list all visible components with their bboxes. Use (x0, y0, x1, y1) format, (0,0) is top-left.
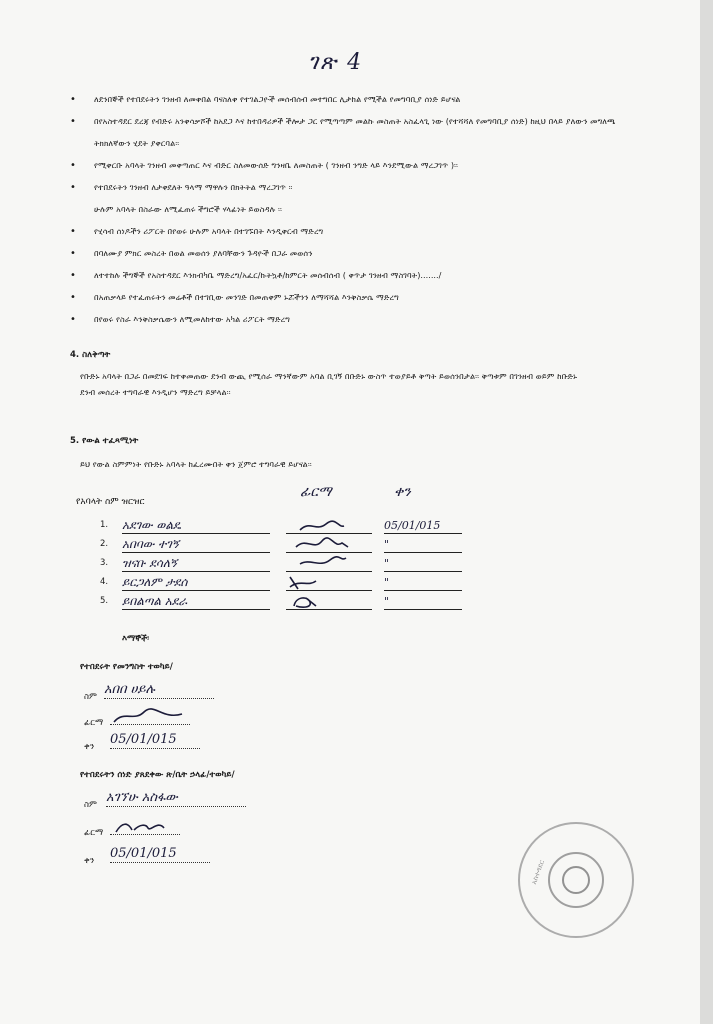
bullet-icon: • (70, 94, 76, 105)
receiver-date-label: ቀን (84, 742, 95, 752)
list-item: • ለተተከሉ ችግኞች የአስተዳደር እንክብካቤ ማድረግ/አፈር/ኩትኳቶ/ከምርት መሰብሰብ ( ቀጥታ ገንዘብ ማስገባት)......./ (70, 270, 442, 281)
member-signature (286, 518, 372, 534)
section-4-line-2: ደንብ መሰረት ተግባራዊ እንዲሆን ማድረግ ይቻላል፡፡ (80, 387, 231, 397)
list-item: • በየወሩ የስራ እንቅስቃሴውን ለሚመለከተው አካል ሪፖርት ማድረግ (70, 314, 290, 325)
list-item: • የሂሳብ ሰነዶችን ሪፖርት በየወሩ ሁሉም አባላት በተገኙበት እንዲቀርብ ማድረግ (70, 226, 324, 237)
bullet-icon: • (70, 116, 76, 127)
member-row: 4. ይርጋለም ታደሰ " (100, 575, 480, 592)
receiver-date-value: 05/01/015 (110, 732, 200, 749)
member-row: 5. ይበልጣል አደራ " (100, 594, 480, 611)
member-date: 05/01/015 (384, 518, 462, 534)
member-date: " (384, 537, 462, 553)
receiver-name-value: አበበ ሀይሉ (104, 682, 214, 699)
member-signature (286, 556, 372, 572)
bullet-icon: • (70, 314, 76, 325)
approver-signature (110, 818, 180, 835)
bullet-icon: • (70, 292, 76, 303)
bullet-icon: • (70, 182, 76, 193)
receiver-signature-label: ፊርማ (84, 718, 104, 728)
member-signature (286, 594, 372, 610)
approver-signature-label: ፊርማ (84, 828, 104, 838)
list-item: • በየአስተዳደር ደረጃ የብድሩ አንቀሳቃሾች ከአደጋ እና ከተበዳሪዎች ችሎታ ጋር የሚጣጣም መልኩ መስጠት አስፈላጊ ነው (የተሻሻለ የመግባቢያ ሰነድ) ከዚህ በላይ ያለውን መግለጫ (70, 116, 616, 127)
member-row: 3. ዝናቡ ደሳለኝ " (100, 556, 480, 573)
bullet-icon: • (70, 270, 76, 281)
members-col-signature: ፊርማ (300, 484, 332, 500)
member-row: 1. አደገው ወልዴ 05/01/015 (100, 518, 480, 535)
member-date: " (384, 575, 462, 591)
scan-edge (700, 0, 713, 1024)
bullet-icon: • (70, 226, 76, 237)
receiver-name-label: ስም (84, 692, 97, 702)
section-5-title: 5. የውል ተፈጻሚነት (70, 436, 139, 446)
section-5-line-1: ይህ የውል ስምምነት የቡድኑ አባላት ከፈረሙበት ቀን ጀምሮ ተግባራዊ ይሆናል፡፡ (80, 459, 312, 469)
member-name: ይበልጣል አደራ (122, 594, 270, 610)
member-name: አደገው ወልዴ (122, 518, 270, 534)
approver-title: የተበደሩትን ሰነድ ያጸደቀው ጽ/ቤት ኃላፊ/ተወካይ/ (80, 770, 235, 780)
witnesses-label: እማኞች፡ (122, 634, 150, 644)
section-4-title: 4. ስለቅጣት (70, 350, 111, 360)
members-col-date: ቀን (394, 484, 411, 500)
list-item: • የተበደሩትን ገንዘብ ለታቀደለት ዓላማ ማዋሉን በክትትል ማረጋገጥ ፡፡ (70, 182, 293, 193)
list-item-continuation: ትክክለኛውን ሂደት ያቀርባል፡፡ (94, 138, 180, 148)
member-date: " (384, 594, 462, 610)
list-item: • ለደንበኞች የተበደሩትን ገንዘብ ለመቀበል ባናስለቀ የተገልጋዮች መሰብሰብ መተግበር ሊታከል የሚችል የመግባቢያ ሰነድ ይሆናል (70, 94, 461, 105)
approver-date-label: ቀን (84, 856, 95, 866)
member-name: አበባው ተገኝ (122, 537, 270, 553)
member-signature (286, 537, 372, 553)
official-stamp: አስተዳደር (518, 822, 634, 938)
member-signature (286, 575, 372, 591)
section-4-line-1: የቡድኑ አባላት በጋራ በመደገፍ ከተቀመጠው ደንብ ውጪ የሚሰራ ማንኛውም አባል ቢገኝ በቡድኑ ውስጥ ተወያይቶ ቅጣት ይወሰንበታል፡፡ ቅጣቱም በገንዘብ ወይም ከቡድኑ (80, 371, 578, 381)
members-col-name: የአባላት ስም ዝርዝር (76, 497, 145, 507)
list-item: • የሚቀርቡ አባላት ገንዘብ መቀጣጠር እና ብድር ስለመውሰድ ግንዛቤ ለመስጠት ( ገንዘብ ንግድ ላይ እንደሚውል ማረጋገጥ )፡፡ (70, 160, 458, 171)
member-name: ይርጋለም ታደሰ (122, 575, 270, 591)
page-number-handwritten: ገጽ 4 (308, 50, 364, 75)
member-date: " (384, 556, 462, 572)
approver-date-value: 05/01/015 (110, 846, 210, 863)
list-item: • በባለሙያ ምክር መስረት በወል መወሰን ያለባቸውን ጉዳዮች በጋራ መወሰን (70, 248, 313, 259)
member-name: ዝናቡ ደሳለኝ (122, 556, 270, 572)
approver-name-value: አገኘሁ አስፋው (106, 790, 246, 807)
receiver-signature (110, 708, 190, 725)
list-item: • በአጠቃላይ የተፈጠሩትን መሬቶች በተገቢው መንገድ በመጠቀም ኑሯችንን ለማሻሻል እንቅስቃሴ ማድረግ (70, 292, 399, 303)
member-row: 2. አበባው ተገኝ " (100, 537, 480, 554)
bullet-icon: • (70, 248, 76, 259)
list-item-continuation: ሁሉም አባላት በስራው ለሚፈጠሩ ችግሮች ሃላፊነት ይወስዳሉ ፡፡ (94, 204, 282, 214)
responsibility-list (70, 94, 670, 336)
approver-name-label: ስም (84, 800, 97, 810)
receiver-title: የተበደሩት የመንግስት ተወካይ/ (80, 662, 173, 672)
bullet-icon: • (70, 160, 76, 171)
